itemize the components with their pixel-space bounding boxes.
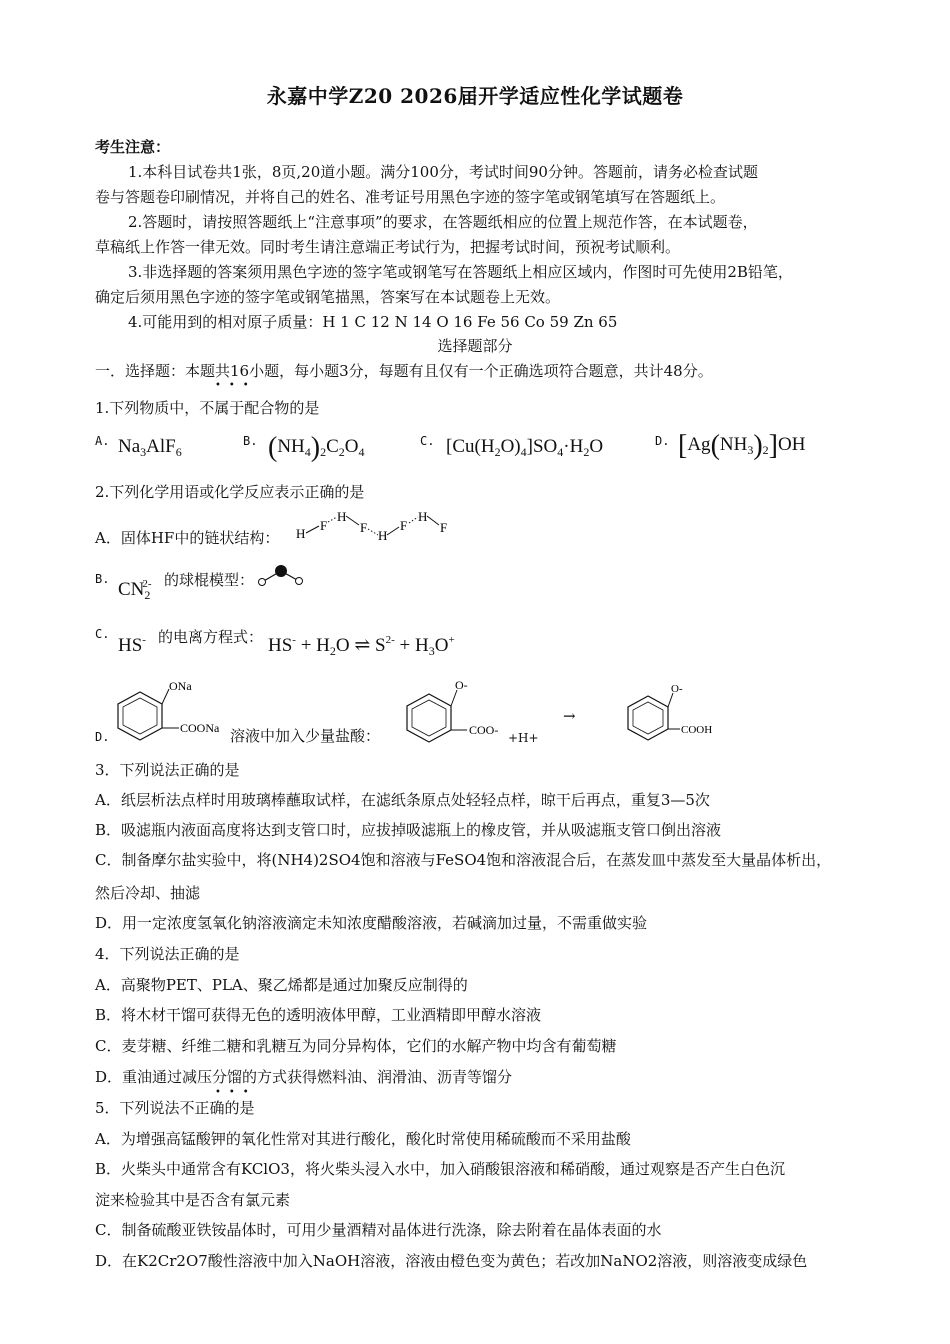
q2-stem: 2.下列化学用语或化学反应表示正确的是 bbox=[95, 483, 365, 501]
q2-option-a-text: A．固体HF中的链状结构： bbox=[95, 529, 280, 547]
q3-option: C．制备摩尔盐实验中，将(NH4)2SO4饱和溶液与FeSO4饱和溶液混合后，在蒸发皿中蒸发至大量晶体析出， bbox=[95, 851, 832, 869]
hf-atom: F bbox=[360, 520, 368, 535]
hf-atom: H bbox=[378, 528, 388, 543]
chem-label: COONa bbox=[180, 721, 220, 735]
section-title: 选择题部分 bbox=[437, 337, 513, 355]
q5-option: B．火柴头中通常含有KClO3，将火柴头浸入水中，加入硝酸银溶液和稀硝酸，通过观察是否产生白色沉 bbox=[95, 1160, 785, 1178]
q2-option-c-species: HS- bbox=[118, 634, 146, 656]
notice-line: 3.非选择题的答案须用黑色字迹的签字笔或钢笔写在答题纸上相应区域内，作图时可先使用2B铅笔， bbox=[128, 263, 793, 281]
q4-stem: 4．下列说法正确的是 bbox=[95, 945, 240, 963]
q2-option-c-text: 的电离方程式： bbox=[158, 628, 264, 646]
q2-label-b: B. bbox=[95, 572, 110, 586]
q2-label-c: C. bbox=[95, 627, 110, 641]
q1-option-c: $[Cu(H_2O)_4]SO_4\cdot H_2O$ bbox=[446, 436, 604, 459]
emphasis-dots: ••• bbox=[215, 380, 257, 391]
q4-option: D．重油通过减压分馏的方式获得燃料油、润滑油、沥青等馏分 bbox=[95, 1068, 513, 1086]
q2-option-d-text: 溶液中加入少量盐酸： bbox=[230, 727, 381, 745]
hf-chain-diagram bbox=[292, 506, 462, 546]
q3-stem: 3．下列说法正确的是 bbox=[95, 761, 240, 779]
q1-label-c: C. bbox=[420, 434, 435, 448]
q1-label-d: D. bbox=[655, 434, 670, 448]
chem-label: ONa bbox=[169, 679, 192, 693]
q5-option: 淀来检验其中是否含有氯元素 bbox=[95, 1191, 291, 1209]
q5-stem: 5．下列说法不正确的是 bbox=[95, 1099, 255, 1117]
notice-line: 4.可能用到的相对原子质量：H 1 C 12 N 14 O 16 Fe 56 Co 59 Zn 65 bbox=[128, 313, 618, 331]
notice-line: 2.答题时，请按照答题纸上“注意事项”的要求，在答题纸相应的位置上规范作答，在本试题卷， bbox=[128, 213, 758, 231]
q1-label-b: B. bbox=[243, 434, 258, 448]
q5-option: D．在K2Cr2O7酸性溶液中加入NaOH溶液，溶液由橙色变为黄色；若改加NaNO2溶液，则溶液变成绿色 bbox=[95, 1252, 808, 1270]
q5-option: C．制备硫酸亚铁铵晶体时，可用少量酒精对晶体进行洗涤，除去附着在晶体表面的水 bbox=[95, 1221, 662, 1239]
salicylate-dianion-structure bbox=[393, 676, 513, 748]
chem-label: COOH bbox=[681, 724, 713, 736]
chem-label: O- bbox=[455, 678, 468, 692]
q1-stem: 1.下列物质中，不属于配合物的是 bbox=[95, 399, 320, 417]
q3-option: B．吸滤瓶内液面高度将达到支管口时，应拔掉吸滤瓶上的橡皮管，并从吸滤瓶支管口倒出溶液 bbox=[95, 821, 722, 839]
hf-atom: F bbox=[400, 518, 408, 533]
q3-option: D．用一定浓度氢氧化钠溶液滴定未知浓度醋酸溶液，若碱滴加过量，不需重做实验 bbox=[95, 914, 648, 932]
q1-option-d: $[Ag(NH_3)_2]OH$ bbox=[678, 430, 806, 461]
q5-option: A．为增强高锰酸钾的氧化性常对其进行酸化，酸化时常使用稀硫酸而不采用盐酸 bbox=[95, 1130, 631, 1148]
salicylate-product-structure bbox=[618, 680, 728, 746]
notice-line: 1.本科目试卷共1张，8页,20道小题。满分100分，考试时间90分钟。答题前，请务必检查试题 bbox=[128, 163, 758, 181]
chem-label: O- bbox=[671, 683, 683, 695]
hf-atom: F bbox=[320, 518, 328, 533]
exam-title: 永嘉中学Z20 2026届开学适应性化学试题卷 bbox=[266, 84, 684, 108]
notice-line: 确定后须用黑色字迹的签字笔或钢笔描黑，答案写在本试题卷上无效。 bbox=[95, 288, 561, 306]
hydrogen-ion: +H+ bbox=[508, 731, 539, 745]
hf-atom: F bbox=[440, 520, 448, 535]
hf-atom: H bbox=[418, 509, 428, 524]
q3-option: A．纸层析法点样时用玻璃棒蘸取试样，在滤纸条原点处轻轻点样，晾干后再点，重复3—5次 bbox=[95, 791, 710, 809]
hf-atom: H bbox=[337, 509, 347, 524]
q1-label-a: A. bbox=[95, 434, 110, 448]
part1-intro: 一．选择题：本题共16小题，每小题3分，每题有且仅有一个正确选项符合题意，共计48分。 bbox=[95, 362, 713, 380]
chem-label: COO- bbox=[469, 723, 499, 737]
q2-option-b-text: 的球棍模型： bbox=[164, 571, 255, 589]
q2-label-d: D. bbox=[95, 730, 110, 744]
emphasis-dots: ••• bbox=[215, 1087, 257, 1098]
sodium-salicylate-structure bbox=[114, 676, 234, 748]
notice-line: 卷与答题卷印刷情况，并将自己的姓名、准考证号用黑色字迹的签字笔或钢笔填写在答题纸上。 bbox=[95, 188, 726, 206]
q2-option-c-equation: $HS^- + H_2O$ ⇌ $S^{2-} + H_3O^+$ bbox=[268, 634, 455, 658]
q2-option-b-formula: $CN_2^{2-}$ bbox=[118, 578, 152, 602]
ball-stick-model bbox=[256, 562, 306, 588]
reaction-arrow: → bbox=[563, 707, 576, 725]
q1-option-a: $Na_3AlF_6$ bbox=[118, 436, 182, 459]
notice-heading: 考生注意： bbox=[95, 138, 171, 156]
q1-option-b: $(NH_4)_2C_2O_4$ bbox=[268, 432, 365, 463]
q4-option: B．将木材干馏可获得无色的透明液体甲醇，工业酒精即甲醇水溶液 bbox=[95, 1006, 542, 1024]
hf-atom: H bbox=[296, 526, 306, 541]
notice-line: 草稿纸上作答一律无效。同时考生请注意端正考试行为，把握考试时间，预祝考试顺利。 bbox=[95, 238, 681, 256]
q4-option: C．麦芽糖、纤维二糖和乳糖互为同分异构体，它们的水解产物中均含有葡萄糖 bbox=[95, 1037, 617, 1055]
q4-option: A．高聚物PET、PLA、聚乙烯都是通过加聚反应制得的 bbox=[95, 976, 468, 994]
q3-option: 然后冷却、抽滤 bbox=[95, 884, 201, 902]
